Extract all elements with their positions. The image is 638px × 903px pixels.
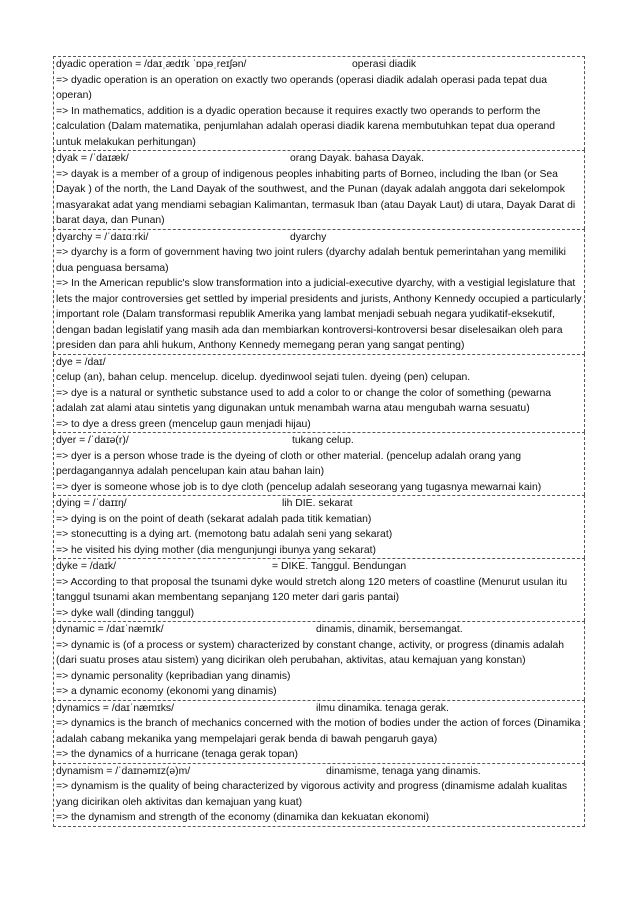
entry-dynamism: [53, 763, 585, 827]
entry-line: => dyadic operation is an operation on exactly two operands (operasi diadik adalah operasi pada tepat dua operan): [56, 74, 548, 101]
entry-term: dyak = /ˈdaɪæk/: [56, 153, 129, 164]
entry-meaning: dinamis, dinamik, bersemangat.: [316, 624, 463, 635]
entry-term: dying = /ˈdaɪɪŋ/: [56, 498, 127, 509]
entry-meaning: lih DIE. sekarat: [282, 498, 353, 509]
entry-line: => dynamic is (of a process or system) characterized by constant change, activity, or progress (dinamis adalah (dari suatu proses atau sistem) yang dicirikan oleh perubahan, aktivitas, atau kemajuan yang konstan): [56, 639, 565, 666]
entry-line: => the dynamics of a hurricane (tenaga gerak topan): [56, 749, 299, 760]
entry-term: dynamic = /daɪˈnæmɪk/: [56, 624, 164, 635]
entry-term: dyadic operation = /daɪˌædɪk ˈɒpəˌreɪʃən/: [56, 59, 247, 70]
dictionary-page: [53, 56, 585, 827]
entry-head: [56, 230, 582, 246]
entry-dye: [53, 354, 585, 433]
entry-line: => dyarchy is a form of government having two joint rulers (dyarchy adalah bentuk pemerintahan yang memiliki dua penguasa bersama): [56, 247, 566, 274]
entry-dyadic-operation: [53, 56, 585, 150]
entry-line: => dye is a natural or synthetic substance used to add a color to or change the color of something (pewarna adalah zat alami atau sintetis yang digunakan untuk menambah warna atau mengubah warna sesuatu): [56, 387, 552, 414]
entry-dynamics: [53, 700, 585, 763]
entry-term: dyke = /daɪk/: [56, 561, 117, 572]
entry-line: => dyer is someone whose job is to dye cloth (pencelup adalah seseorang yang tugasnya mewarnai kain): [56, 481, 542, 493]
entry-line: => the dynamism and strength of the economy (dinamika dan kekuatan ekonomi): [56, 812, 430, 823]
entry-dying: [53, 495, 585, 558]
entry-term: dye = /daɪ/: [56, 356, 106, 368]
entry-line: => to dye a dress green (mencelup gaun menjadi hijau): [56, 418, 311, 430]
entry-line: => In mathematics, addition is a dyadic operation because it requires exactly two operands to perform the calculation (Dalam matematika, penjumlahan adalah operasi diadik karena membutuhkan tepat dua operand untuk melakukan perhitungan): [56, 105, 556, 148]
entry-line: => dying is on the point of death (sekarat adalah pada titik kematian): [56, 513, 372, 525]
entry-line: => a dynamic economy (ekonomi yang dinamis): [56, 686, 277, 697]
entry-head: [56, 701, 582, 717]
entry-dyke: [53, 558, 585, 621]
entry-line: => dynamics is the branch of mechanics concerned with the motion of bodies under the action of forces (Dinamika adalah cabang mekanika yang mempelajari gerak benda di bawah pengaruh gaya): [56, 718, 581, 745]
entry-line: => In the American republic's slow transformation into a judicial-executive dyarchy, with a vestigial legislature that lets the major controversies get settled by imperial presidents and jurists, Anthony Kennedy occupied a particularly important role (Dalam transformasi republik Amerika yang lambat menjadi sebuah negara yudikatif-eksekutif, dengan badan legislatif yang masih ada dan membiarkan kontroversi-kontroversi besar diselesaikan oleh para presiden dan para ahli hukum, Anthony Kennedy memegang peran yang sangat penting): [56, 278, 582, 351]
entry-line: => he visited his dying mother (dia mengunjungi ibunya yang sekarat): [56, 544, 376, 556]
entry-dyer: [53, 432, 585, 495]
entry-head: [56, 622, 582, 638]
entry-meaning: tukang celup.: [292, 435, 354, 446]
entry-meaning: operasi diadik: [352, 59, 417, 70]
entry-meaning: ilmu dinamika. tenaga gerak.: [316, 702, 449, 714]
entry-line: => dynamism is the quality of being characterized by vigorous activity and progress (dinamisme adalah kualitas yang dicirikan oleh aktivitas dan kemajuan yang kuat): [56, 781, 568, 808]
entry-head: [56, 151, 582, 167]
entry-term: dyer = /ˈdaɪə(r)/: [56, 435, 129, 446]
entry-line: => According to that proposal the tsunami dyke would stretch along 120 meters of coastline (Menurut usulan itu tanggul tsunami akan membentang sepanjang 120 meter dari garis pantai): [56, 576, 568, 603]
entry-head: [56, 764, 582, 780]
entry-meaning: dyarchy: [290, 231, 327, 243]
entry-head: [56, 496, 582, 512]
entry-dyarchy: [53, 229, 585, 354]
entry-head: [56, 559, 582, 575]
entry-term: dynamics = /daɪˈnæmɪks/: [56, 702, 174, 714]
entry-head: [56, 355, 582, 386]
entry-dyak: [53, 150, 585, 229]
entry-line: => dyke wall (dinding tanggul): [56, 607, 195, 619]
entry-line: => dyer is a person whose trade is the dyeing of cloth or other material. (pencelup adalah orang yang perdagangannya adalah pencelupan kain atau bahan lain): [56, 450, 521, 477]
entry-dynamic: [53, 621, 585, 700]
entry-head: [56, 433, 582, 449]
entry-line: => dynamic personality (kepribadian yang dinamis): [56, 670, 291, 682]
entry-head: [56, 57, 582, 73]
entry-meaning: = DIKE. Tanggul. Bendungan: [272, 561, 407, 572]
entry-meaning: celup (an), bahan celup. mencelup. dicelup. dyedinwool sejati tulen. dyeing (pen) celupan.: [56, 372, 471, 383]
entry-term: dynamism = /ˈdaɪnəmɪz(ə)m/: [56, 765, 191, 777]
entry-line: => stonecutting is a dying art. (memotong batu adalah seni yang sekarat): [56, 529, 393, 540]
entry-line: => dayak is a member of a group of indigenous peoples inhabiting parts of Borneo, including the Iban (or Sea Dayak ) of the north, the Land Dayak of the southwest, and the Punan (dayak adalah anggota dari sekelompok masyarakat adat yang mendiami sebagian Kalimantan, termasuk Iban (atau Dayak Laut) di utara, Dayak Darat di barat daya, dan Punan): [56, 168, 576, 226]
entry-term: dyarchy = /ˈdaɪɑːrki/: [56, 231, 149, 243]
entry-meaning: dinamisme, tenaga yang dinamis.: [326, 765, 481, 777]
entry-meaning: orang Dayak. bahasa Dayak.: [290, 153, 425, 164]
